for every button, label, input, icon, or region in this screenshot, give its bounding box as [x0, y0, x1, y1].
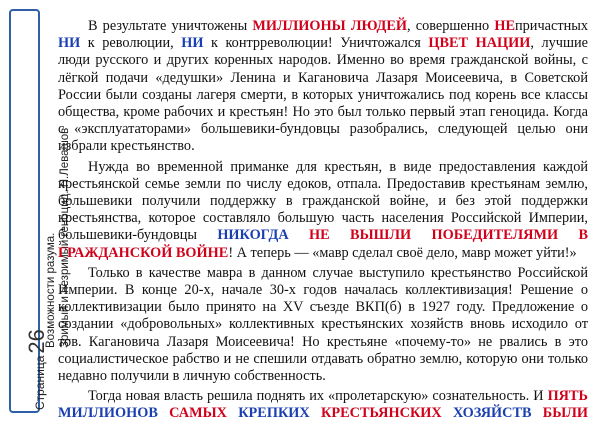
emphasis-text: САМЫХ — [169, 405, 227, 422]
running-title-line1: Возможности разума. — [45, 232, 57, 348]
text-run: к революции, — [80, 35, 182, 52]
paragraph — [58, 159, 588, 262]
text-run: Нужда во временной приманке для крестьян, в виде предоставления каждой крестьянской семье земли по числу едоков, отпала. Предоставив крестьянам землю, большевики получили поддержку в гражданской войне, и без этой поддержки крестьянства, которое составляло большую часть населения Российской Империи, большевики-бундовцы — [58, 158, 588, 244]
text-run: ! А теперь — «мавр сделал своё дело, мавр может уйти!» — [228, 244, 577, 261]
emphasis-text: ПЯТЬ — [547, 388, 588, 405]
text-run — [310, 405, 321, 421]
paragraph — [58, 388, 588, 422]
emphasis-text: КРЕСТЬЯНСКИХ — [320, 405, 442, 422]
page-label: Страница — [33, 355, 47, 410]
text-run: причастных — [515, 18, 588, 34]
emphasis-text: КРЕПКИХ — [238, 405, 310, 422]
text-run: к контрреволюции! Уничтожался — [203, 35, 429, 52]
paragraph — [58, 18, 588, 156]
emphasis-text: ХОЗЯЙСТВ — [452, 405, 532, 422]
emphasis-text: МИЛЛИОНЫ ЛЮДЕЙ — [252, 18, 408, 34]
emphasis-text: МИЛЛИОНОВ — [58, 405, 158, 422]
text-run: , лучшие люди русского и других коренных народов. Именно во время гражданской войны, с лёгкой подачи «дедушки» Ленина и Кагановича Лазаря Моисеевича, в Советской России были созданы лагеря смерти, в которых уничтожались под корень все классы общества, кроме рабочих и крестьян! Но это был только первый этап геноцида. Когда с «эксплуататорами» большевики-бундовцы разобрались, следующей целью они избрали крестьянство. — [58, 35, 588, 155]
paragraph — [58, 265, 588, 385]
emphasis-text: НЕ ВЫШЛИ ПОБЕДИТЕЛЯМИ В ГРАЖДАНСКОЙ ВОЙНЕ — [58, 227, 588, 261]
body-text — [58, 18, 588, 426]
text-run: Только в качестве мавра в данном случае выступило крестьянство Российской Империи. В конце 20-х, начале 30-х годов началась коллективизация! Решение о коллективизации было принято на XV съезде ВКП(б) в 1927 году. Предложение о создании «добровольных» коллективных крестьянских хозяйств вновь исходило от тов. Кагановича Лазаря Моисеевича! Но крестьяне «почему-то» не рвались в это социалистическое рабство и не спешили отдавать обратно землю, которую они только недавно получили в личную собственность. — [58, 264, 588, 385]
text-run — [532, 405, 543, 421]
emphasis-text: ЦВЕТ НАЦИИ — [428, 35, 531, 52]
running-title-line2: Зримый и незримый геноцид. Н.Левашов — [59, 127, 71, 348]
emphasis-text: НИ — [181, 35, 204, 52]
text-run: В результате уничтожены — [88, 18, 253, 34]
text-run — [442, 405, 453, 421]
page-number: 26 — [24, 329, 49, 354]
text-run: , совершенно — [407, 18, 495, 34]
emphasis-text: НИ — [58, 35, 81, 52]
text-run — [227, 405, 238, 421]
text-run — [289, 227, 309, 243]
emphasis-text: БЫЛИ — [542, 405, 589, 422]
text-run — [158, 405, 169, 421]
emphasis-text: НИКОГДА — [217, 227, 289, 244]
emphasis-text: НЕ — [494, 18, 515, 34]
text-run: Тогда новая власть решила поднять их «пролетарскую» сознательность. И — [88, 388, 548, 405]
